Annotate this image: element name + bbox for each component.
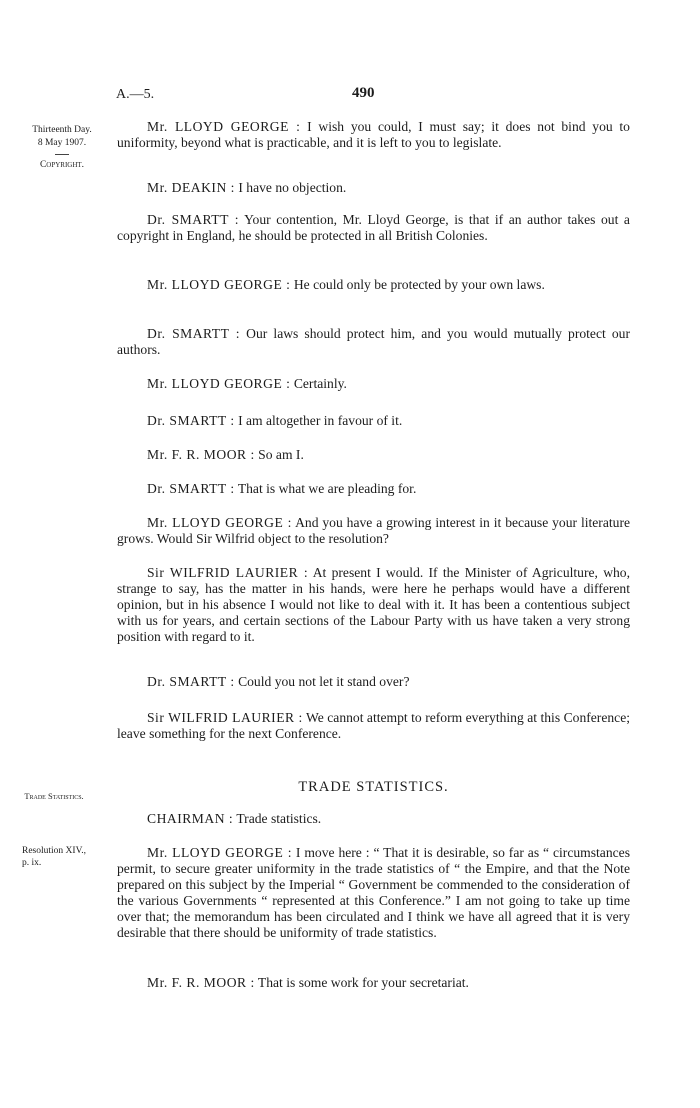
paragraph — [117, 845, 630, 941]
margin-divider — [55, 154, 69, 155]
speaker-name: Mr. LLOYD GEORGE : — [147, 376, 291, 391]
speech-text: So am I. — [258, 447, 304, 462]
resolution-line-2: p. ix. — [22, 858, 42, 868]
speaker-name: Mr. F. R. MOOR : — [147, 975, 255, 990]
paragraph — [117, 565, 630, 645]
paragraph — [117, 515, 630, 547]
speech-text: We cannot attempt to reform everything at this Conference; leave something for the next Conference. — [117, 710, 631, 741]
paragraph — [117, 481, 630, 497]
speaker-name: Mr. LLOYD GEORGE : — [147, 277, 291, 292]
document-code: A.—5. — [116, 87, 155, 102]
speech-text: Certainly. — [293, 376, 347, 391]
margin-note-date: 8 May 1907. — [37, 138, 87, 148]
speech-text: And you have a growing interest in it because your literature grows. Would Sir Wilfrid object to the resolution? — [117, 515, 630, 546]
paragraph — [117, 447, 630, 463]
speech-text: Trade statistics. — [236, 811, 322, 826]
paragraph — [117, 975, 630, 991]
speaker-name: Dr. SMARTT : — [147, 326, 241, 341]
speaker-name: Dr. SMARTT : — [147, 212, 240, 227]
speech-text: I move here : “ That it is desirable, so far as “ circumstances permit, to secure greater uniformity in the trade statistics of “ the Empire, and that the Note prepared on this subject by the Imperial “ Government be commended to the consideration of the various Governments “ represented at this Conference.” I am not going to take up time over that; the memorandum has been circulated and I think we have all agreed that it is very desirable that there should be uniformity of trade statistics. — [117, 845, 630, 940]
speaker-name: Mr. LLOYD GEORGE : — [147, 515, 292, 530]
speaker-name: Mr. DEAKIN : — [147, 180, 235, 195]
page-number: 490 — [352, 85, 375, 101]
paragraph — [117, 119, 630, 151]
speaker-name: Dr. SMARTT : — [147, 674, 235, 689]
speaker-name: Mr. LLOYD GEORGE : — [147, 845, 292, 860]
paragraph — [117, 710, 630, 742]
margin-note-day: Thirteenth Day. — [32, 125, 92, 135]
speaker-name: Mr. F. R. MOOR : — [147, 447, 255, 462]
resolution-line-1: Resolution XIV., — [22, 846, 86, 856]
speaker-name: Mr. LLOYD GEORGE : — [147, 119, 301, 134]
paragraph — [117, 212, 630, 244]
speech-text: Could you not let it stand over? — [238, 674, 410, 689]
speech-text: I wish you could, I must say; it does not bind you to uniformity, beyond what is practicable, and it is left to you to legislate. — [117, 119, 630, 150]
margin-note-resolution — [22, 845, 92, 869]
margin-note-section: Trade Statistics. — [24, 791, 84, 801]
speech-text: Our laws should protect him, and you would mutually protect our authors. — [117, 326, 630, 357]
paragraph — [117, 413, 630, 429]
speaker-name: Dr. SMARTT : — [147, 481, 235, 496]
paragraph — [117, 674, 630, 690]
paragraph — [117, 277, 630, 293]
margin-note-topic: Copyright. — [39, 160, 85, 170]
speech-text: That is what we are pleading for. — [237, 481, 417, 496]
speaker-name: Sir WILFRID LAURIER : — [147, 565, 309, 580]
section-heading: TRADE STATISTICS. — [298, 779, 449, 795]
speech-text: That is some work for your secretariat. — [257, 975, 469, 990]
paragraph — [117, 811, 630, 827]
speech-text: I am altogether in favour of it. — [238, 413, 403, 428]
paragraph — [117, 376, 630, 392]
speech-text: He could only be protected by your own laws. — [293, 277, 545, 292]
speaker-name: Sir WILFRID LAURIER : — [147, 710, 303, 725]
speaker-name: Dr. SMARTT : — [147, 413, 235, 428]
speech-text: I have no objection. — [238, 180, 347, 195]
speaker-name: CHAIRMAN : — [147, 811, 234, 826]
paragraph — [117, 326, 630, 358]
speech-text: Your contention, Mr. Lloyd George, is that if an author takes out a copyright in England, he should be protected in all British Colonies. — [117, 212, 630, 243]
paragraph — [117, 180, 630, 196]
speech-text: At present I would. If the Minister of Agriculture, who, strange to say, has the matter in his hands, were here he perhaps would have a different opinion, but in his absence I would not like to deal with it. It has been a contentious subject with us for years, and certain sections of the Labour Party with us have taken a very strong position with regard to it. — [117, 565, 630, 644]
